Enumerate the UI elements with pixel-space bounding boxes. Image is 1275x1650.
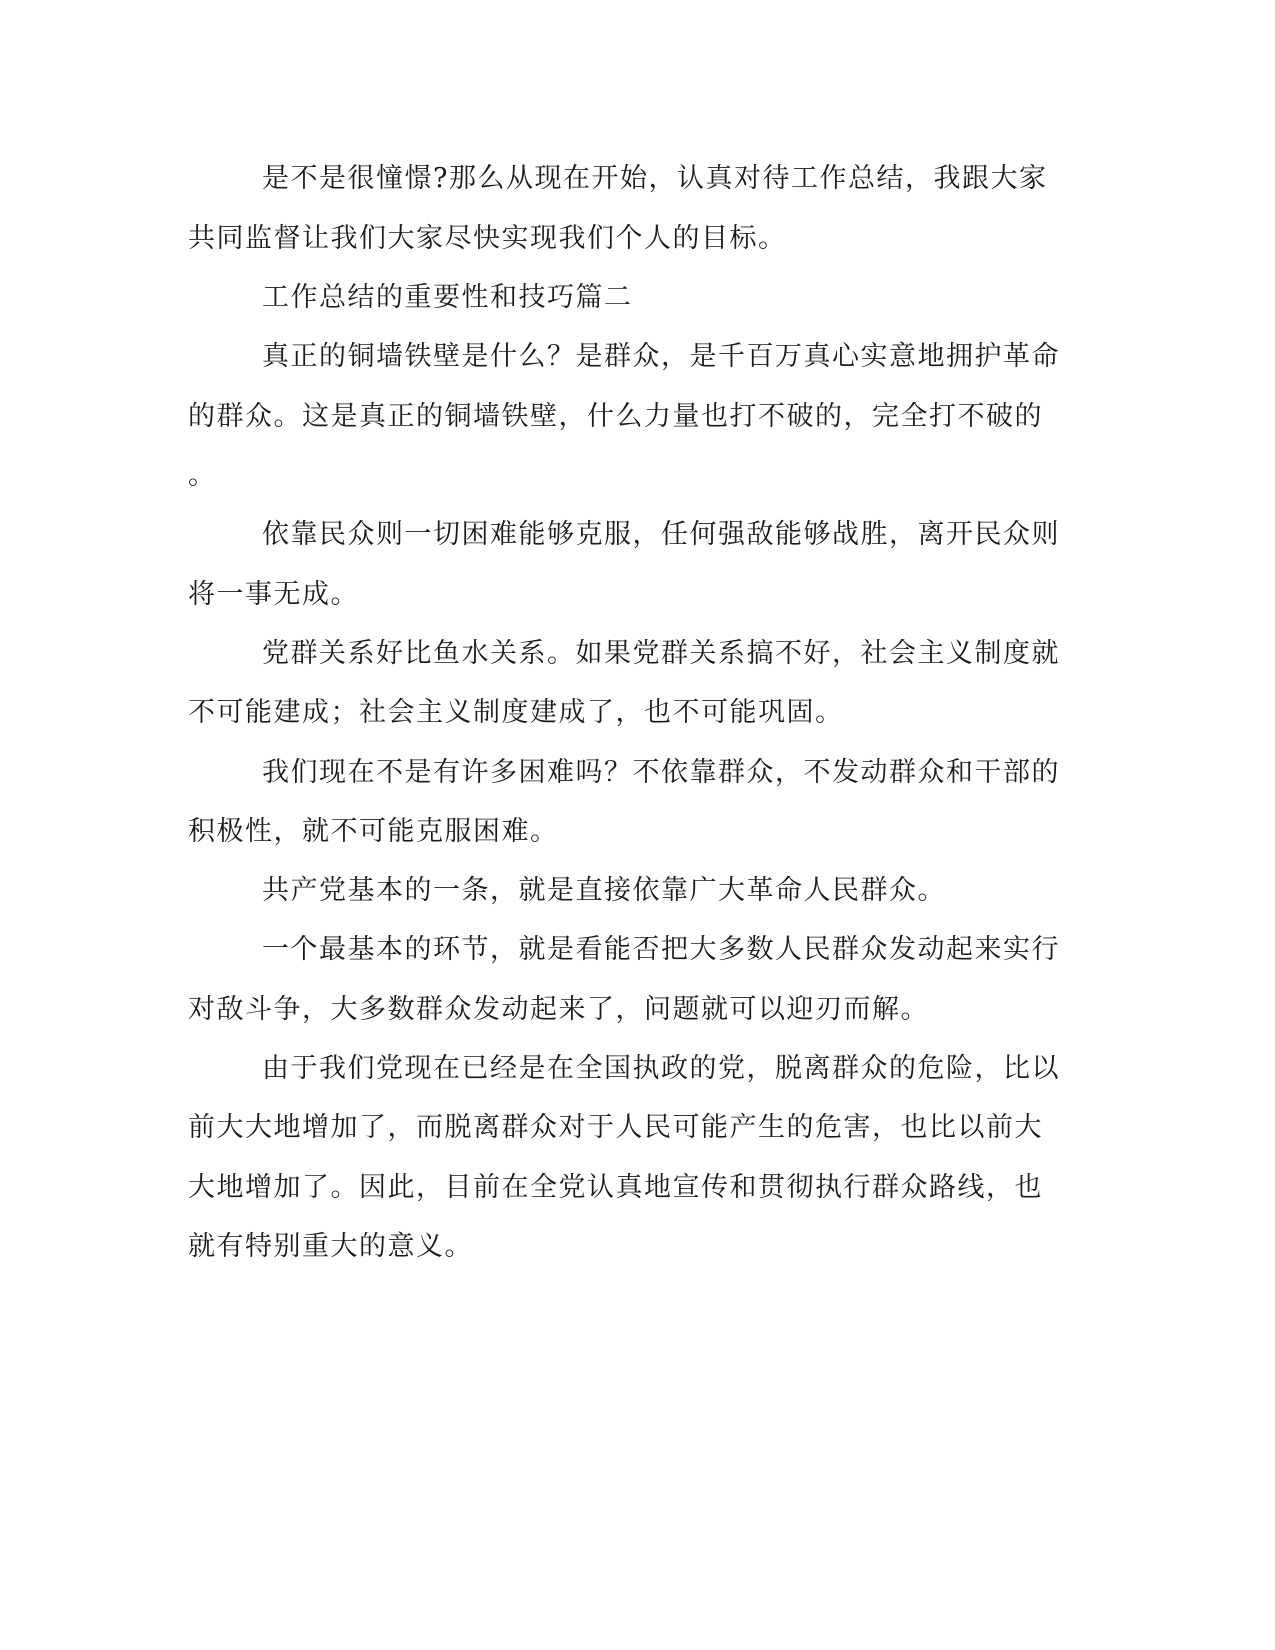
text-line-9: 不可能建成；社会主义制度建成了，也不可能巩固。 <box>188 697 844 728</box>
text-line-17: 大地增加了。因此，目前在全党认真地宣传和贯彻执行群众路线，也 <box>188 1172 1043 1203</box>
text-line-4: 的群众。这是真正的铜墙铁壁，什么力量也打不破的，完全打不破的 <box>188 401 1043 432</box>
text-line-10: 我们现在不是有许多困难吗？不依靠群众，不发动群众和干部的 <box>262 757 1060 788</box>
text-line-2: 共同监督让我们大家尽快实现我们个人的目标。 <box>188 223 787 254</box>
text-line-3: 真正的铜墙铁壁是什么？是群众，是千百万真心实意地拥护革命 <box>262 341 1060 372</box>
text-line-11: 积极性，就不可能克服困难。 <box>188 816 559 847</box>
text-line-12: 共产党基本的一条，就是直接依靠广大革命人民群众。 <box>262 875 946 906</box>
text-line-16: 前大大地增加了，而脱离群众对于人民可能产生的危害，也比以前大 <box>188 1112 1043 1143</box>
text-line-13: 一个最基本的环节，就是看能否把大多数人民群众发动起来实行 <box>262 934 1060 965</box>
text-line-5: 。 <box>188 460 217 491</box>
text-line-6: 依靠民众则一切困难能够克服，任何强敌能够战胜，离开民众则 <box>262 519 1060 550</box>
text-line-1: 是不是很憧憬?那么从现在开始，认真对待工作总结，我跟大家 <box>262 163 1048 194</box>
text-line-14: 对敌斗争，大多数群众发动起来了，问题就可以迎刃而解。 <box>188 994 929 1025</box>
text-line-8: 党群关系好比鱼水关系。如果党群关系搞不好，社会主义制度就 <box>262 638 1060 669</box>
text-line-18: 就有特别重大的意义。 <box>188 1231 473 1262</box>
section-heading: 工作总结的重要性和技巧篇二 <box>262 282 633 313</box>
text-line-7: 将一事无成。 <box>188 579 359 610</box>
text-line-15: 由于我们党现在已经是在全国执政的党，脱离群众的危险，比以 <box>262 1053 1060 1084</box>
